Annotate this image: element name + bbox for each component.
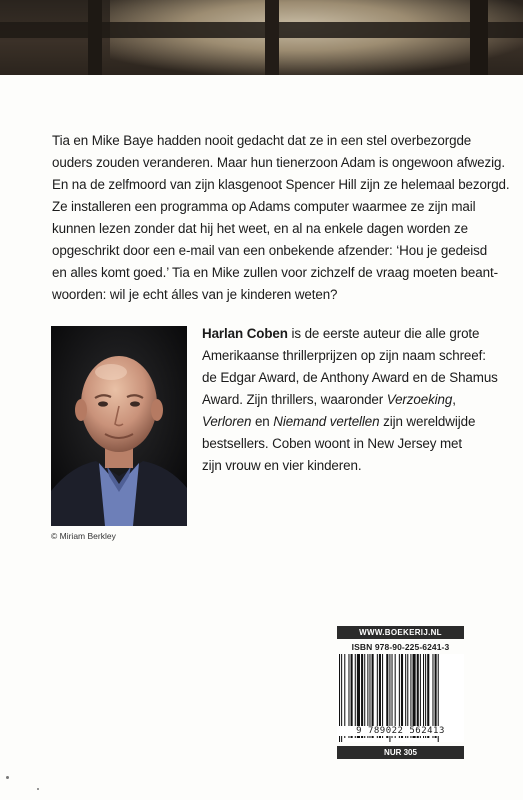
window-frame-vertical-right xyxy=(470,0,488,75)
blurb-line: En na de zelfmoord van zijn klasgenoot Spencer Hill zijn ze helemaal bezorgd. xyxy=(52,177,510,192)
bio-text: is de eerste auteur die alle grote xyxy=(287,326,480,341)
window-frame-vertical-middle xyxy=(265,0,279,75)
blurb-line: woorden: wil je echt álles van je kinderen weten? xyxy=(52,287,338,302)
book-title: Verloren xyxy=(202,414,252,429)
blurb-line: en alles komt goed.’ Tia en Mike zullen voor zichzelf de vraag moeten beant- xyxy=(52,265,498,280)
blurb-text xyxy=(52,130,510,306)
bio-line: zijn vrouw en vier kinderen. xyxy=(202,458,362,473)
front-photo-strip xyxy=(0,0,523,75)
book-title: Niemand vertellen xyxy=(273,414,380,429)
author-bio xyxy=(202,323,502,477)
author-portrait-icon xyxy=(51,326,187,526)
bio-line xyxy=(202,411,502,433)
blurb-line: Tia en Mike Baye hadden nooit gedacht dat ze in een stel overbezorgde xyxy=(52,133,472,148)
bio-line: de Edgar Award, de Anthony Award en de Shamus xyxy=(202,370,498,385)
blurb-line: kunnen lezen zonder dat hij het weet, en al na enkele dagen worden ze xyxy=(52,221,468,236)
barcode-digits: 9 789022 562413 xyxy=(337,726,464,736)
bio-line xyxy=(202,389,502,411)
author-name: Harlan Coben xyxy=(202,326,288,341)
blurb-line: opgeschrikt door een e-mail van een onbekende afzender: ‘Hou je gedeisd xyxy=(52,243,488,258)
blurb-line: ouders zouden veranderen. Maar hun tienerzoon Adam is ongewoon afwezig. xyxy=(52,155,505,170)
barcode-sticker xyxy=(337,626,464,757)
window-frame-vertical-left xyxy=(88,0,102,75)
blurb-line: Ze installeren een programma op Adams computer waarmee ze zijn mail xyxy=(52,199,476,214)
bio-line: Amerikaanse thrillerprijzen op zijn naam schreef: xyxy=(202,348,486,363)
isbn-label: ISBN 978-90-225-6241-3 xyxy=(351,642,450,652)
photo-credit: © Miriam Berkley xyxy=(51,531,116,541)
speck xyxy=(37,788,39,790)
bio-text: zijn wereldwijde xyxy=(379,414,476,429)
speck xyxy=(6,776,9,779)
bio-line xyxy=(202,323,502,345)
author-photo xyxy=(51,326,187,526)
bio-text: en xyxy=(251,414,274,429)
window-frame-horizontal xyxy=(0,22,523,38)
bio-line: bestsellers. Coben woont in New Jersey met xyxy=(202,436,463,451)
bio-text: , xyxy=(452,392,456,407)
publisher-url: WWW.BOEKERIJ.NL xyxy=(337,626,464,639)
book-title: Verzoeking xyxy=(386,392,453,407)
bio-text: Award. Zijn thrillers, waaronder xyxy=(202,392,387,407)
nur-code: NUR 305 xyxy=(337,746,464,759)
